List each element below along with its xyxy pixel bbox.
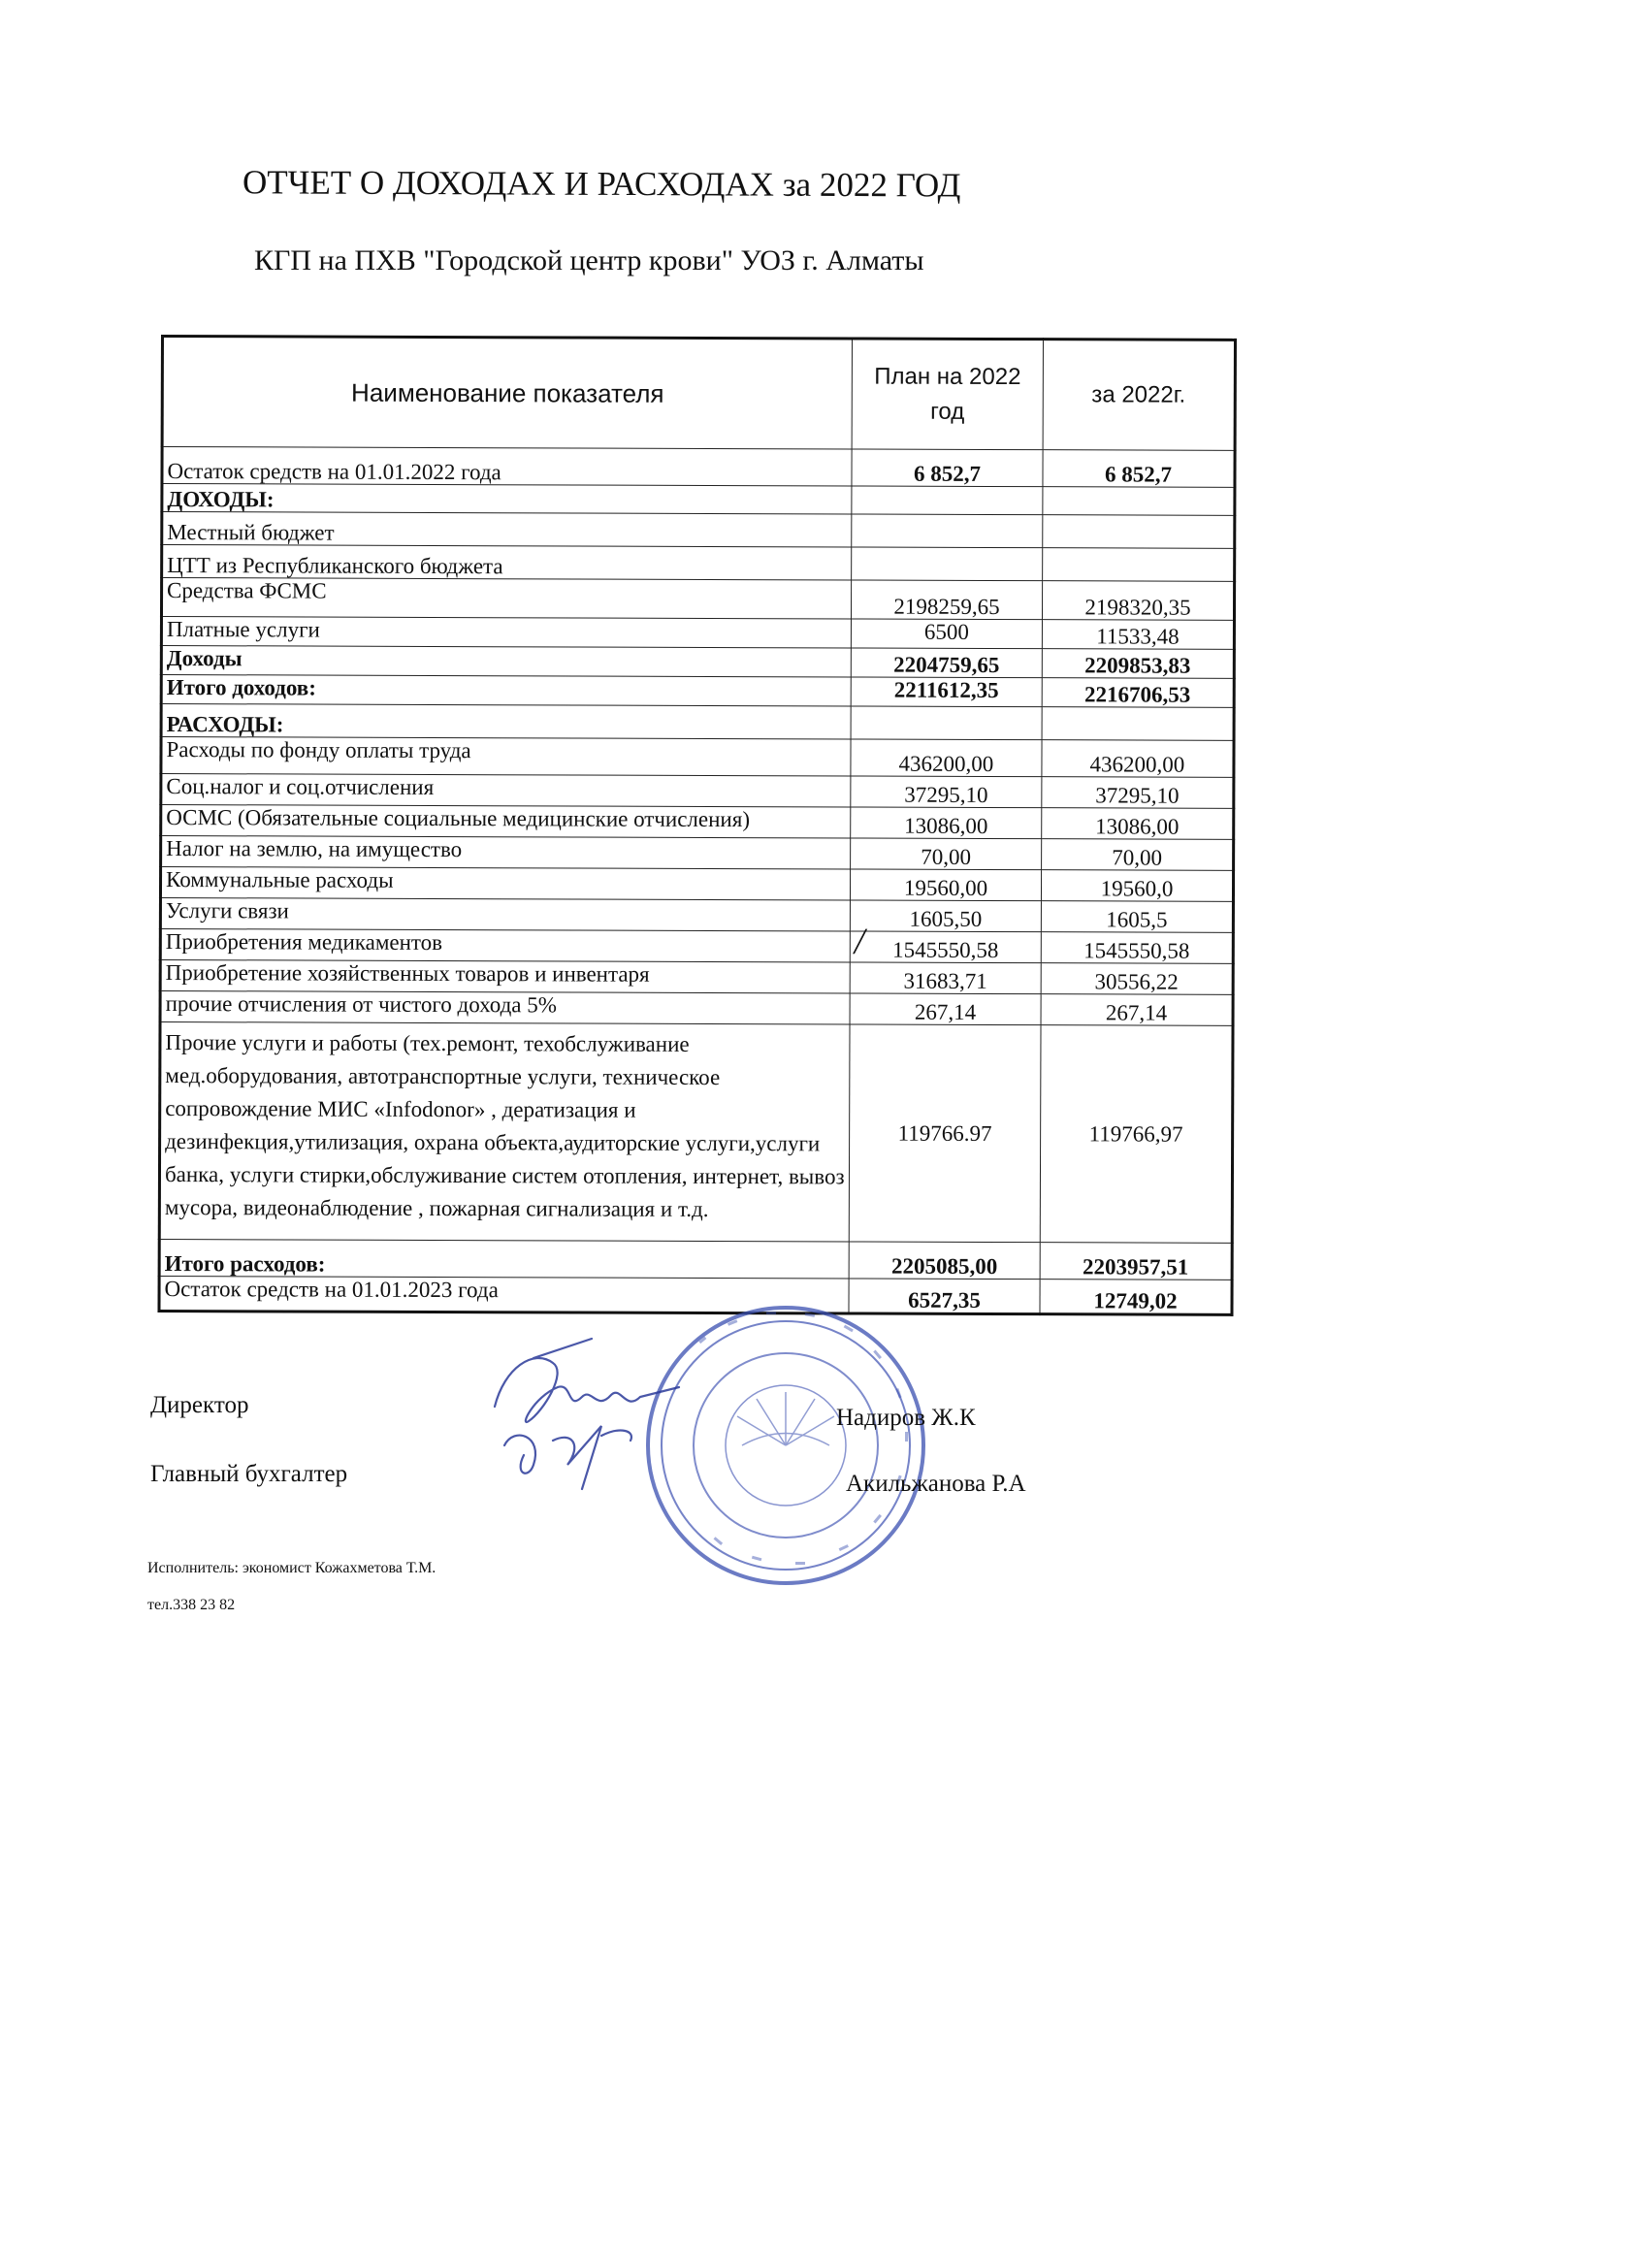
- table-row: [161, 805, 1234, 840]
- row-label: Приобретение хозяйственных товаров и инвентаря: [160, 960, 850, 993]
- row-label: Местный бюджет: [162, 512, 852, 547]
- table-row: [161, 578, 1234, 621]
- director-title: Директор: [150, 1392, 249, 1418]
- row-label: Платные услуги: [161, 617, 851, 648]
- page-title: ОТЧЕТ О ДОХОДАХ И РАСХОДАХ за 2022 ГОД: [242, 163, 961, 205]
- column-header-plan: [852, 339, 1043, 450]
- row-plan-value: 6 852,7: [852, 449, 1043, 487]
- row-fact-value: 436200,00: [1042, 740, 1234, 778]
- table-row: [161, 646, 1234, 679]
- row-label: Средства ФСМС: [161, 578, 851, 619]
- table-row: [161, 704, 1234, 741]
- table-row: [160, 960, 1233, 995]
- row-plan-value: 70,00: [851, 838, 1042, 870]
- row-fact-value: [1043, 548, 1235, 582]
- table-row: [162, 447, 1235, 488]
- column-header-fact: за 2022г.: [1043, 340, 1235, 451]
- column-header-plan-line1: План на 2022: [874, 363, 1021, 391]
- row-plan-value: 436200,00: [851, 739, 1042, 777]
- row-plan-value: 2198259,65: [851, 580, 1042, 620]
- row-plan-value: [852, 547, 1043, 581]
- check-mark-icon: ╱: [854, 929, 867, 954]
- table-row: [162, 484, 1235, 516]
- row-label: Налог на землю, на имущество: [161, 836, 851, 869]
- row-fact-value: 12749,02: [1040, 1280, 1232, 1315]
- row-label: ЦТТ из Республиканского бюджета: [162, 545, 852, 580]
- row-fact-value: 2198320,35: [1042, 581, 1234, 621]
- row-label: Приобретения медикаментов: [160, 929, 850, 962]
- row-plan-value: [852, 514, 1043, 548]
- executor-line: Исполнитель: экономист Кожахметова Т.М.: [147, 1560, 436, 1576]
- row-fact-value: [1043, 515, 1235, 549]
- row-plan-value: 6500: [851, 619, 1042, 649]
- row-fact-value: 19560,0: [1041, 870, 1233, 902]
- row-plan-value: 1605,50: [850, 900, 1041, 932]
- row-label: Соц.налог и соц.отчисления: [161, 774, 851, 807]
- row-fact-value: 2216706,53: [1042, 678, 1234, 708]
- row-fact-value: 2203957,51: [1040, 1243, 1232, 1280]
- row-plan-value: 37295,10: [851, 776, 1042, 808]
- row-label: Остаток средств на 01.01.2023 года: [159, 1276, 849, 1312]
- row-label: Доходы: [161, 646, 851, 677]
- row-label: Прочие услуги и работы (тех.ремонт, техобслуживание мед.оборудования, автотранспортные услуги, техническое сопровождение МИС «Infodonor» , дератизация и дезинфекция,утилизация, охрана объекта,аудиторские услуги,услуги банка, услуги стирки,обслуживание систем отопления, интернет, вывоз мусора, видеонаблюдение , пожарная сигнализация и т.д.: [159, 1022, 850, 1242]
- table-header-row: [162, 337, 1235, 451]
- table-row: [162, 512, 1235, 549]
- row-plan-value: 1545550,58: [850, 931, 1041, 963]
- row-label: Итого доходов:: [161, 675, 851, 706]
- row-fact-value: 6 852,7: [1043, 450, 1235, 488]
- row-plan-value: 2211612,35: [851, 677, 1042, 707]
- row-fact-value: 70,00: [1042, 839, 1234, 871]
- table-row: [160, 929, 1233, 964]
- row-plan-value: 13086,00: [851, 807, 1042, 839]
- table-row: [160, 991, 1233, 1026]
- row-fact-value: 37295,10: [1042, 777, 1234, 809]
- table-row: [161, 774, 1234, 809]
- row-plan-value: 19560,00: [850, 869, 1041, 901]
- row-plan-value: 6527,35: [849, 1279, 1040, 1314]
- table-row: [161, 675, 1234, 708]
- row-fact-value: 1545550,58: [1041, 932, 1233, 964]
- column-header-name: Наименование показателя: [162, 337, 852, 449]
- row-label: ДОХОДЫ:: [162, 484, 852, 514]
- row-fact-value: 30556,22: [1041, 963, 1233, 995]
- row-label: Итого расходов:: [159, 1239, 849, 1278]
- row-fact-value: [1042, 707, 1234, 741]
- table-row: [160, 898, 1233, 933]
- income-expense-table: [157, 335, 1237, 1316]
- row-plan-value: 119766.97: [849, 1024, 1041, 1243]
- row-label: Расходы по фонду оплаты труда: [161, 737, 851, 776]
- row-fact-value: 13086,00: [1042, 808, 1234, 840]
- table-row: [162, 545, 1235, 582]
- row-label: Остаток средств на 01.01.2022 года: [162, 447, 852, 486]
- row-fact-value: [1043, 487, 1235, 516]
- row-label: РАСХОДЫ:: [161, 704, 851, 739]
- row-fact-value: 267,14: [1041, 994, 1233, 1026]
- row-fact-value: 119766,97: [1040, 1025, 1233, 1244]
- table-row: [160, 867, 1233, 902]
- row-plan-value: 2204759,65: [851, 648, 1042, 678]
- row-label: прочие отчисления от чистого дохода 5%: [160, 991, 850, 1024]
- row-plan-value: [851, 706, 1042, 740]
- row-label: ОСМС (Обязательные социальные медицинские отчисления): [161, 805, 851, 838]
- row-fact-value: 1605,5: [1041, 901, 1233, 933]
- director-name: Надиров Ж.К: [836, 1405, 976, 1431]
- accountant-title: Главный бухгалтер: [150, 1461, 348, 1487]
- row-plan-value: 267,14: [850, 993, 1041, 1025]
- column-header-plan-line2: год: [930, 398, 965, 425]
- table-row: [159, 1239, 1232, 1280]
- table-row: [161, 836, 1234, 871]
- handwritten-signature-icon: [475, 1319, 766, 1513]
- row-fact-value: 2209853,83: [1042, 649, 1234, 679]
- row-plan-value: 31683,71: [850, 962, 1041, 994]
- page-subtitle: КГП на ПХВ "Городской центр крови" УОЗ г. Алматы: [254, 244, 924, 276]
- accountant-name: Акильжанова Р.А: [846, 1471, 1026, 1497]
- row-fact-value: 11533,48: [1042, 620, 1234, 650]
- row-label: Услуги связи: [160, 898, 850, 931]
- row-plan-value: [852, 486, 1043, 515]
- phone-line: тел.338 23 82: [147, 1597, 236, 1613]
- table-row: [161, 617, 1234, 650]
- row-label: Коммунальные расходы: [160, 867, 850, 900]
- table-row: [159, 1022, 1233, 1244]
- row-plan-value: 2205085,00: [849, 1242, 1040, 1280]
- table-row: [161, 737, 1234, 778]
